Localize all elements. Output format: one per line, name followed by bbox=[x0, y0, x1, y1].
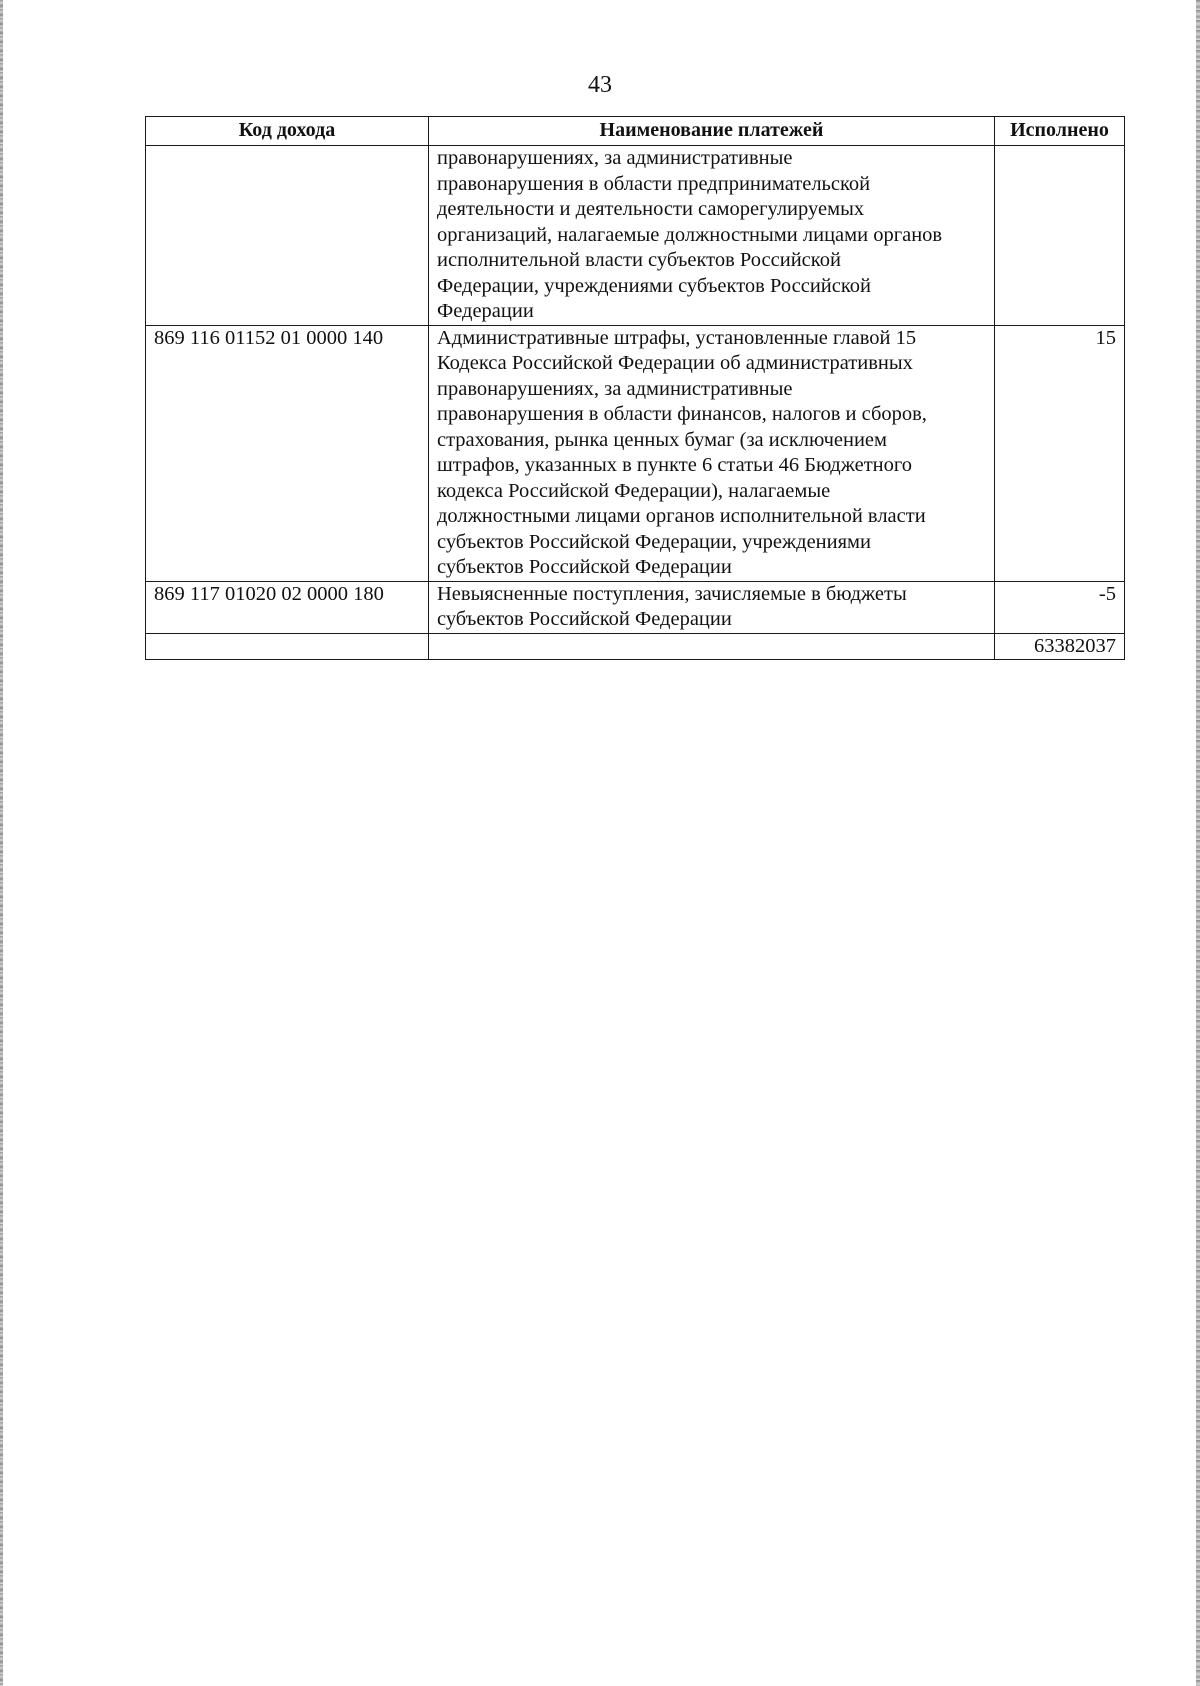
total-code bbox=[146, 633, 429, 660]
name-line: субъектов Российской Федерации, учреждениями bbox=[437, 530, 871, 553]
name-line: правонарушения в области предпринимательской bbox=[437, 172, 871, 195]
name-line: должностными лицами органов исполнительной власти bbox=[437, 505, 926, 527]
total-value: 63382037 bbox=[995, 633, 1125, 660]
name-line: Невыясненные поступления, зачисляемые в бюджеты bbox=[437, 582, 907, 605]
page-number: 43 bbox=[588, 72, 612, 98]
name-line: кодекса Российской Федерации), налагаемые bbox=[437, 479, 831, 502]
name-line: организаций, налагаемые должностными лицами органов bbox=[437, 223, 943, 246]
header-value: Исполнено bbox=[995, 117, 1125, 146]
name-line: субъектов Российской Федерации bbox=[437, 556, 732, 578]
scan-edge-right bbox=[1196, 0, 1200, 1686]
name-line: Административные штрафы, установленные главой 15 bbox=[437, 326, 917, 349]
name-line: страхования, рынка ценных бумаг (за исключением bbox=[437, 428, 887, 451]
row-value: -5 bbox=[995, 581, 1125, 633]
row-code: 869 117 01020 02 0000 180 bbox=[146, 581, 429, 633]
name-line: деятельности и деятельности саморегулируемых bbox=[437, 198, 865, 220]
revenue-table bbox=[145, 116, 1125, 660]
total-row bbox=[146, 633, 1125, 660]
name-line: Кодекса Российской Федерации об административных bbox=[437, 352, 913, 374]
row-name bbox=[429, 146, 995, 326]
table-row bbox=[146, 325, 1125, 581]
row-name bbox=[429, 581, 995, 633]
name-line: правонарушения в области финансов, налогов и сборов, bbox=[437, 403, 927, 425]
table-header-row bbox=[146, 117, 1125, 146]
row-name bbox=[429, 325, 995, 581]
name-line: Федерации, учреждениями субъектов Российской bbox=[437, 274, 871, 297]
scan-edge-left bbox=[0, 0, 3, 1686]
name-line: правонарушениях, за административные bbox=[437, 377, 793, 400]
row-code: 869 116 01152 01 0000 140 bbox=[146, 325, 429, 581]
name-line: субъектов Российской Федерации bbox=[437, 608, 732, 630]
total-name bbox=[429, 633, 995, 660]
row-value bbox=[995, 146, 1125, 326]
table-row bbox=[146, 146, 1125, 326]
row-code bbox=[146, 146, 429, 326]
name-line: Федерации bbox=[437, 300, 534, 322]
row-value: 15 bbox=[995, 325, 1125, 581]
name-line: штрафов, указанных в пункте 6 статьи 46 Бюджетного bbox=[437, 454, 913, 476]
header-name: Наименование платежей bbox=[429, 117, 995, 146]
header-code: Код дохода bbox=[146, 117, 429, 146]
name-line: правонарушениях, за административные bbox=[437, 147, 793, 169]
name-line: исполнительной власти субъектов Российской bbox=[437, 249, 841, 271]
table-row bbox=[146, 581, 1125, 633]
